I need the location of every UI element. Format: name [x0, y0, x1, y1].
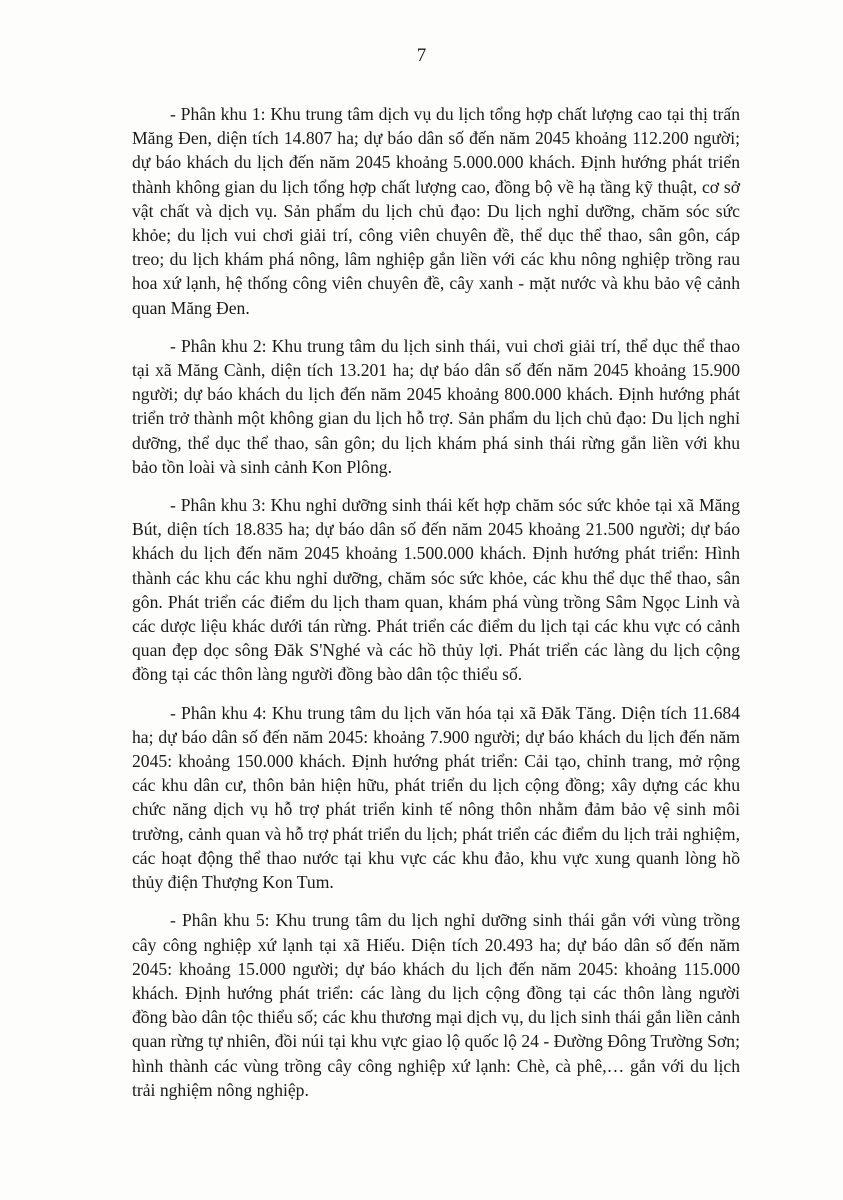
page-number: 7 [416, 45, 427, 66]
paragraph-phan-khu-1: - Phân khu 1: Khu trung tâm dịch vụ du lịch tổng hợp chất lượng cao tại thị trấn Măng Đen, diện tích 14.807 ha; dự báo dân số đến năm 2045 khoảng 112.200 người; dự báo khách du lịch đến năm 2045 khoảng 5.000.000 khách. Định hướng phát triển thành không gian du lịch tổng hợp chất lượng cao, đồng bộ về hạ tầng kỹ thuật, cơ sở vật chất và dịch vụ. Sản phẩm du lịch chủ đạo: Du lịch nghỉ dưỡng, chăm sóc sức khỏe; du lịch vui chơi giải trí, công viên chuyên đề, thể dục thể thao, sân gôn, cáp treo; du lịch khám phá nông, lâm nghiệp gắn liền với các khu nông nghiệp trồng rau hoa xứ lạnh, hệ thống công viên chuyên đề, cây xanh - mặt nước và khu bảo vệ cảnh quan Măng Đen. [132, 104, 740, 318]
paragraph-phan-khu-4: - Phân khu 4: Khu trung tâm du lịch văn hóa tại xã Đăk Tăng. Diện tích 11.684 ha; dự báo dân số đến năm 2045: khoảng 7.900 người; dự báo khách du lịch đến năm 2045: khoảng 150.000 khách. Định hướng phát triển: Cải tạo, chỉnh trang, mở rộng các khu dân cư, thôn bản hiện hữu, phát triển du lịch cộng đồng; xây dựng các khu chức năng dịch vụ hỗ trợ phát triển kinh tế nông thôn nhằm đảm bảo vệ sinh môi trường, cảnh quan và hỗ trợ phát triển du lịch; phát triển các điểm du lịch trải nghiệm, các hoạt động thể thao nước tại khu vực các khu đảo, khu vực xung quanh lòng hồ thủy điện Thượng Kon Tum. [132, 702, 740, 893]
document-body [132, 102, 740, 1116]
paragraph-phan-khu-3: - Phân khu 3: Khu nghỉ dưỡng sinh thái kết hợp chăm sóc sức khỏe tại xã Măng Bút, diện tích 18.835 ha; dự báo dân số đến năm 2045 khoảng 21.500 người; dự báo khách du lịch đến năm 2045 khoảng 1.500.000 khách. Định hướng phát triển: Hình thành các khu các khu nghỉ dưỡng, chăm sóc sức khỏe, các khu thể dục thể thao, sân gôn. Phát triển các điểm du lịch tham quan, khám phá vùng trồng Sâm Ngọc Linh và các dược liệu khác dưới tán rừng. Phát triển các điểm du lịch tại các khu vực có cảnh quan đẹp dọc sông Đăk S'Nghé và các hồ thủy lợi. Phát triển các làng du lịch cộng đồng tại các thôn làng người đồng bào dân tộc thiểu số. [132, 495, 740, 685]
paragraph-phan-khu-5: - Phân khu 5: Khu trung tâm du lịch nghỉ dưỡng sinh thái gắn với vùng trồng cây công nghiệp xứ lạnh tại xã Hiếu. Diện tích 20.493 ha; dự báo dân số đến năm 2045: khoảng 15.000 người; dự báo khách du lịch đến năm 2045: khoảng 115.000 khách. Định hướng phát triển: các làng du lịch cộng đồng tại các thôn làng người đồng bào dân tộc thiểu số; các khu thương mại dịch vụ, du lịch sinh thái gắn liền cảnh quan rừng tự nhiên, đồi núi tại khu vực giao lộ quốc lộ 24 - Đường Đông Trường Sơn; hình thành các vùng trồng cây công nghiệp xứ lạnh: Chè, cà phê,… gắn với du lịch trải nghiệm nông nghiệp. [132, 910, 740, 1100]
paragraph-phan-khu-2: - Phân khu 2: Khu trung tâm du lịch sinh thái, vui chơi giải trí, thể dục thể thao tại xã Măng Cành, diện tích 13.201 ha; dự báo dân số đến năm 2045 khoảng 15.900 người; dự báo khách du lịch đến năm 2045 khoảng 800.000 khách. Định hướng phát triển trở thành một không gian du lịch hỗ trợ. Sản phẩm du lịch chủ đạo: Du lịch nghỉ dưỡng, thể dục thể thao, sân gôn; du lịch khám phá sinh thái rừng gắn liền với khu bảo tồn loài và sinh cảnh Kon Plông. [132, 335, 740, 477]
